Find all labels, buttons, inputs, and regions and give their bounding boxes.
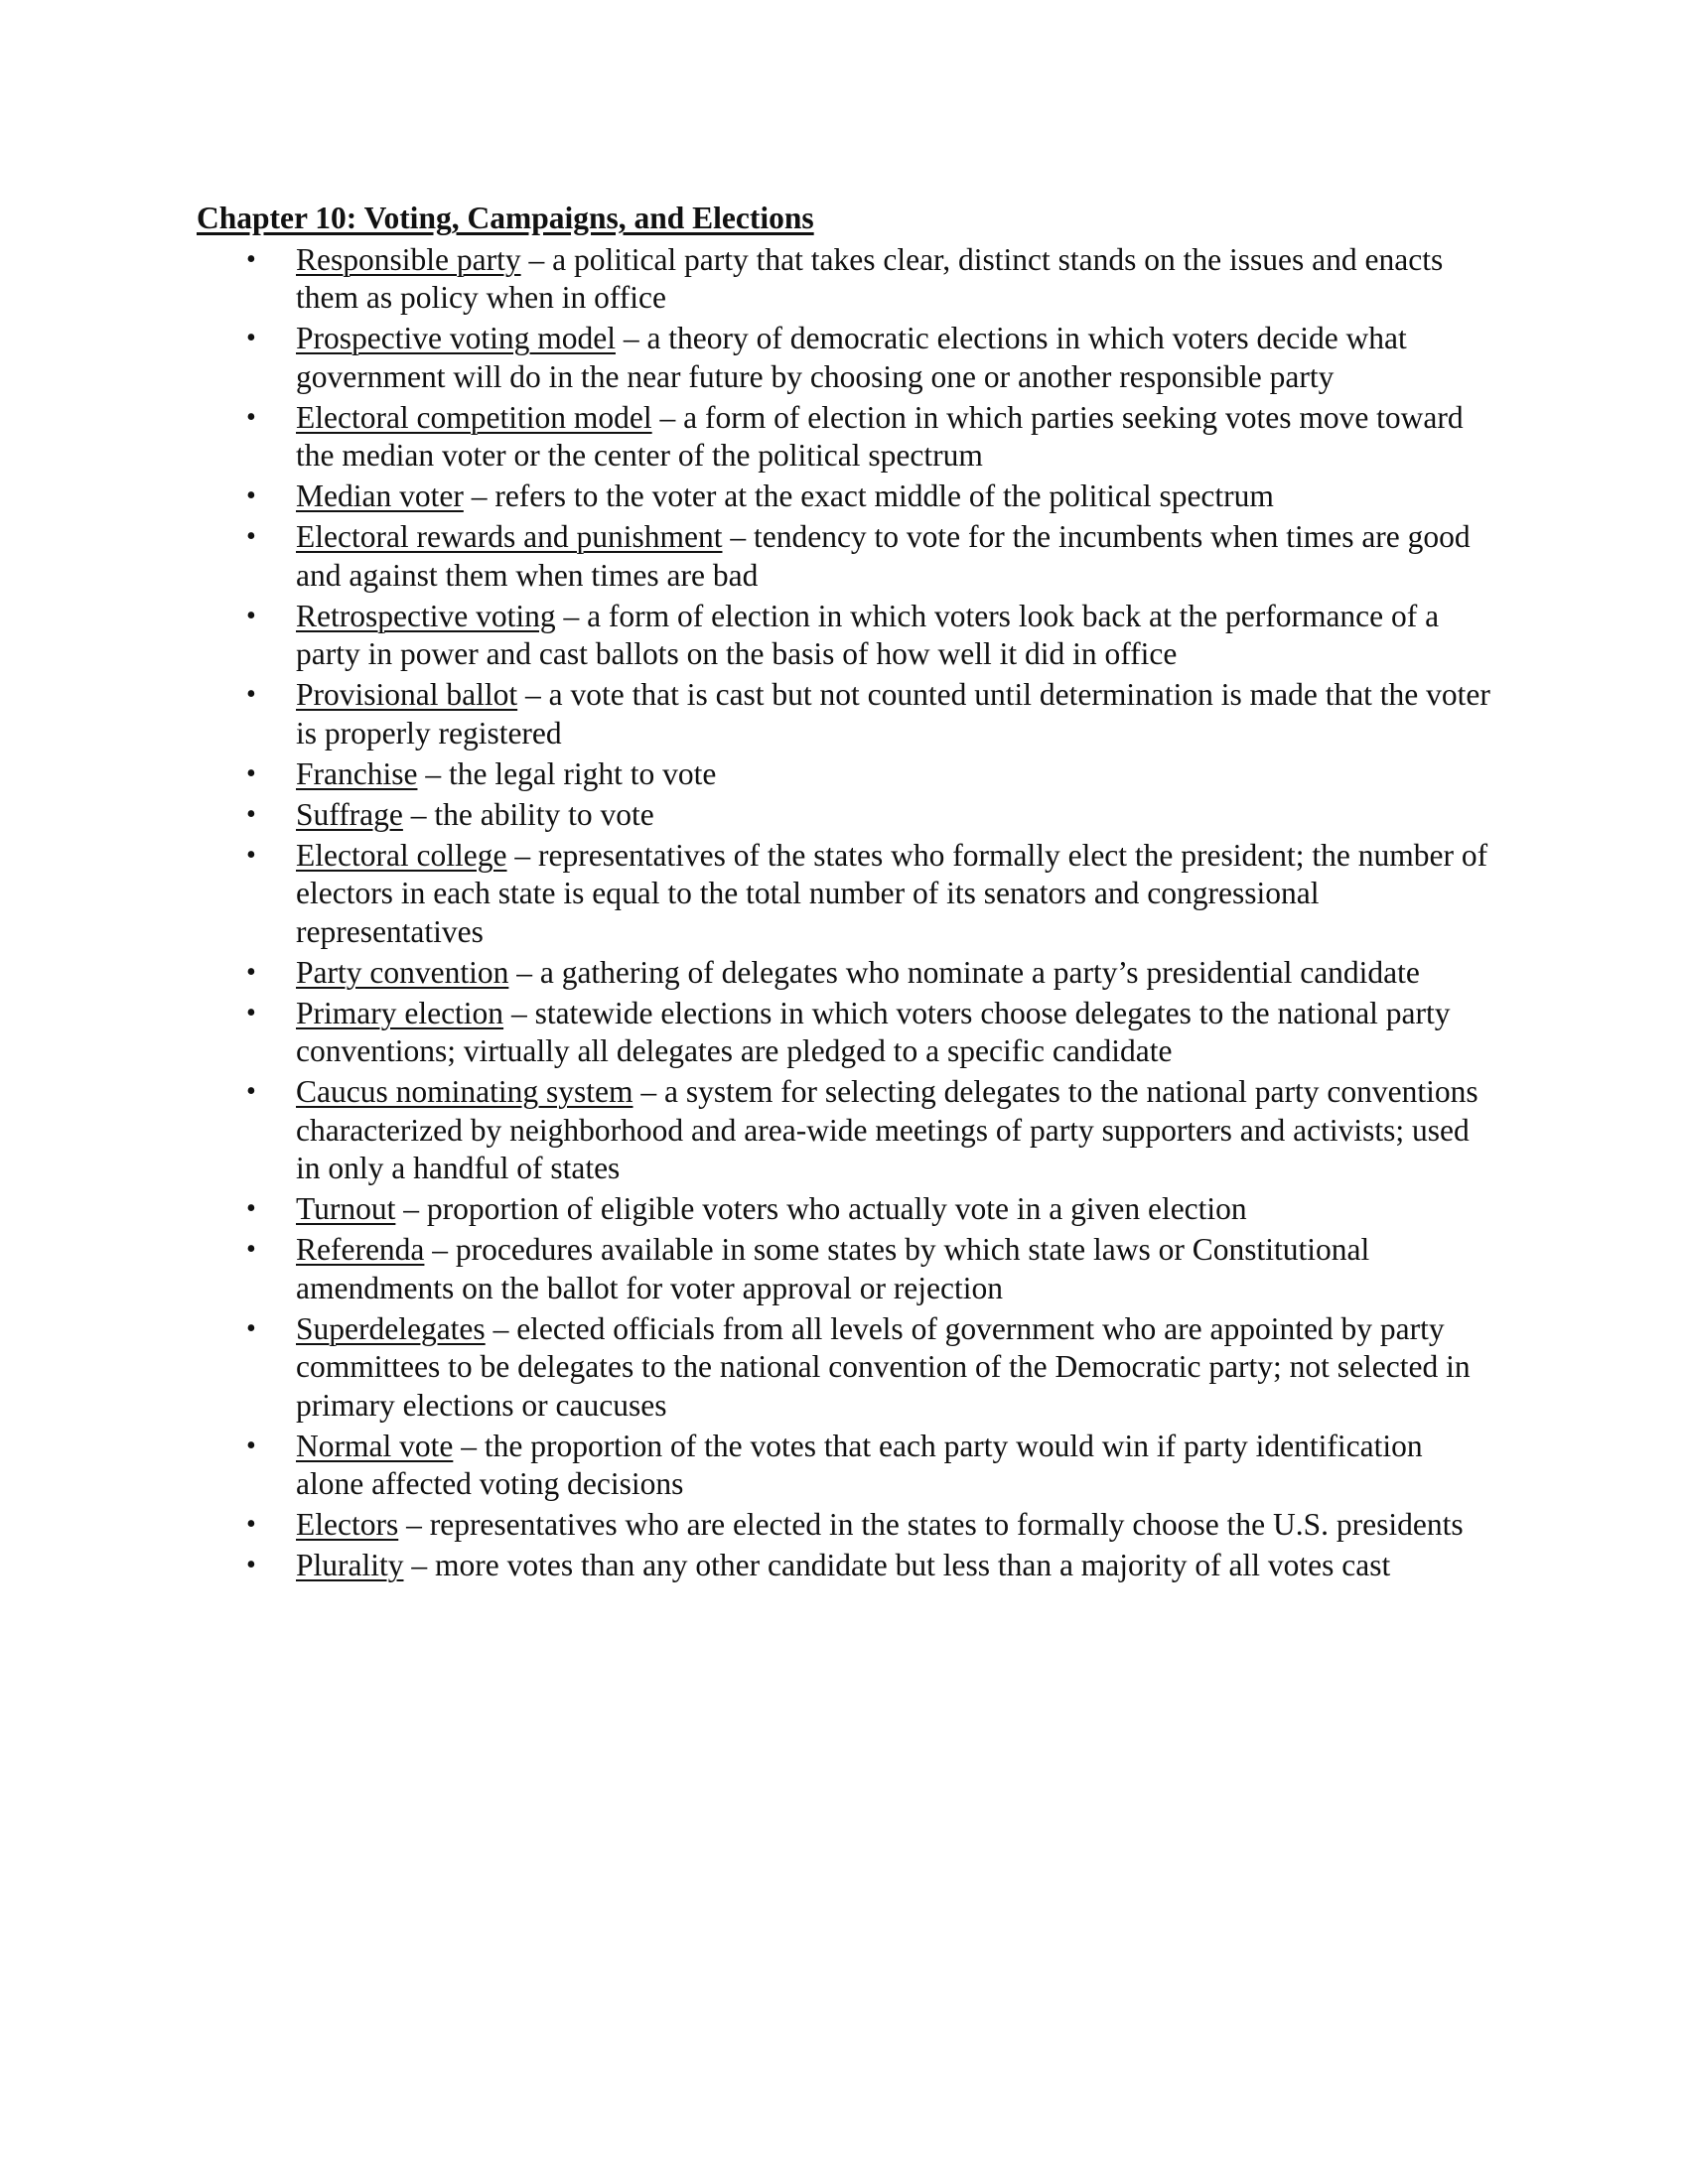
definition: the legal right to vote [448,755,717,791]
document-content [197,198,1497,1585]
definition: a vote that is cast but not counted until determination is made that the voter is properly registered [296,677,1490,751]
term: Party convention [296,954,509,990]
term: Primary election [296,995,504,1030]
definition: representatives of the states who formally elect the president; the number of electors in each state is equal to the total number of its senators and congressional representatives [296,837,1488,949]
bullet-icon: • [246,1509,256,1540]
list-item [197,954,1497,993]
list-item [197,518,1497,595]
separator: – [492,1310,509,1346]
definition: the ability to vote [434,796,654,832]
term-list [197,241,1497,1585]
list-item [197,676,1497,752]
term: Provisional ballot [296,677,518,712]
list-item [197,598,1497,674]
bullet-icon: • [246,1076,256,1107]
definition: more votes than any other candidate but less than a majority of all votes cast [435,1548,1391,1582]
bullet-icon: • [246,1312,256,1344]
definition: statewide elections in which voters choose delegates to the national party conventions; virtually all delegates are pledged to a specific candidate [296,995,1451,1068]
term: Retrospective voting [296,598,556,633]
term: Electors [296,1507,399,1542]
term: Electoral rewards and punishment [296,519,723,554]
term: Electoral competition model [296,399,652,435]
chapter-title: Chapter 10: Voting, Campaigns, and Elections [197,201,814,235]
term: Suffrage [296,796,403,832]
separator: – [563,598,580,633]
definition: tendency to vote for the incumbents when times are good and against them when times are bad [296,519,1471,593]
bullet-icon: • [246,1234,256,1265]
separator: – [640,1074,657,1109]
bullet-icon: • [246,243,256,275]
list-item [197,1428,1497,1504]
term: Franchise [296,755,418,791]
separator: – [432,1232,449,1267]
bullet-icon: • [246,1550,256,1580]
list-item [197,796,1497,835]
list-item [197,1190,1497,1229]
separator: – [411,1548,428,1582]
definition: a gathering of delegates who nominate a party’s presidential candidate [539,954,1420,990]
definition: representatives who are elected in the states to formally choose the U.S. presidents [429,1507,1464,1542]
separator: – [514,837,531,873]
term: Turnout [296,1191,396,1226]
bullet-icon: • [246,521,256,552]
term: Electoral college [296,837,507,873]
term: Superdelegates [296,1310,486,1346]
separator: – [403,1191,420,1226]
definition: a theory of democratic elections in which voters decide what government will do in the near future by choosing one or another responsible party [296,321,1407,394]
separator: – [525,677,541,712]
list-item [197,1231,1497,1307]
list-item [197,320,1497,396]
term: Plurality [296,1548,404,1582]
list-item [197,399,1497,476]
term: Median voter [296,478,464,513]
bullet-icon: • [246,401,256,433]
separator: – [461,1428,477,1463]
bullet-icon: • [246,1430,256,1461]
bullet-icon: • [246,839,256,871]
definition: a political party that takes clear, distinct stands on the issues and enacts them as policy when in office [296,241,1444,315]
list-item [197,241,1497,318]
definition: a form of election in which voters look back at the performance of a party in power and cast ballots on the basis of how well it did in office [296,598,1440,671]
list-item [197,1073,1497,1188]
separator: – [406,1507,422,1542]
definition: a system for selecting delegates to the national party conventions characterized by neighborhood and area-wide meetings of party supporters and activists; used in only a handful of states [296,1074,1478,1185]
term: Referenda [296,1232,425,1267]
bullet-icon: • [246,480,256,511]
list-item [197,1506,1497,1545]
bullet-icon: • [246,1193,256,1224]
separator: – [623,321,639,355]
definition: proportion of eligible voters who actually vote in a given election [426,1191,1247,1226]
bullet-icon: • [246,757,256,789]
definition: procedures available in some states by which state laws or Constitutional amendments on the ballot for voter approval or rejection [296,1232,1370,1305]
separator: – [510,995,527,1030]
separator: – [659,399,676,435]
bullet-icon: • [246,600,256,631]
term: Prospective voting model [296,321,616,355]
term: Responsible party [296,241,521,277]
term: Normal vote [296,1428,454,1463]
definition: elected officials from all levels of government who are appointed by party committees to be delegates to the national convention of the Democratic party; not selected in primary elections or caucuses [296,1310,1471,1423]
list-item [197,478,1497,516]
separator: – [410,796,427,832]
list-item [197,995,1497,1071]
list-item [197,755,1497,794]
separator: – [730,519,747,554]
separator: – [425,755,442,791]
definition: a form of election in which parties seeking votes move toward the median voter or the center of the political spectrum [296,399,1464,473]
bullet-icon: • [246,679,256,710]
bullet-icon: • [246,798,256,830]
list-item [197,837,1497,952]
separator: – [528,241,545,277]
separator: – [471,478,488,513]
bullet-icon: • [246,323,256,353]
definition: the proportion of the votes that each party would win if party identification alone affected voting decisions [296,1428,1423,1501]
definition: refers to the voter at the exact middle of the political spectrum [494,478,1274,513]
bullet-icon: • [246,997,256,1028]
list-item [197,1547,1497,1585]
bullet-icon: • [246,956,256,988]
list-item [197,1310,1497,1426]
term: Caucus nominating system [296,1074,633,1109]
separator: – [516,954,532,990]
